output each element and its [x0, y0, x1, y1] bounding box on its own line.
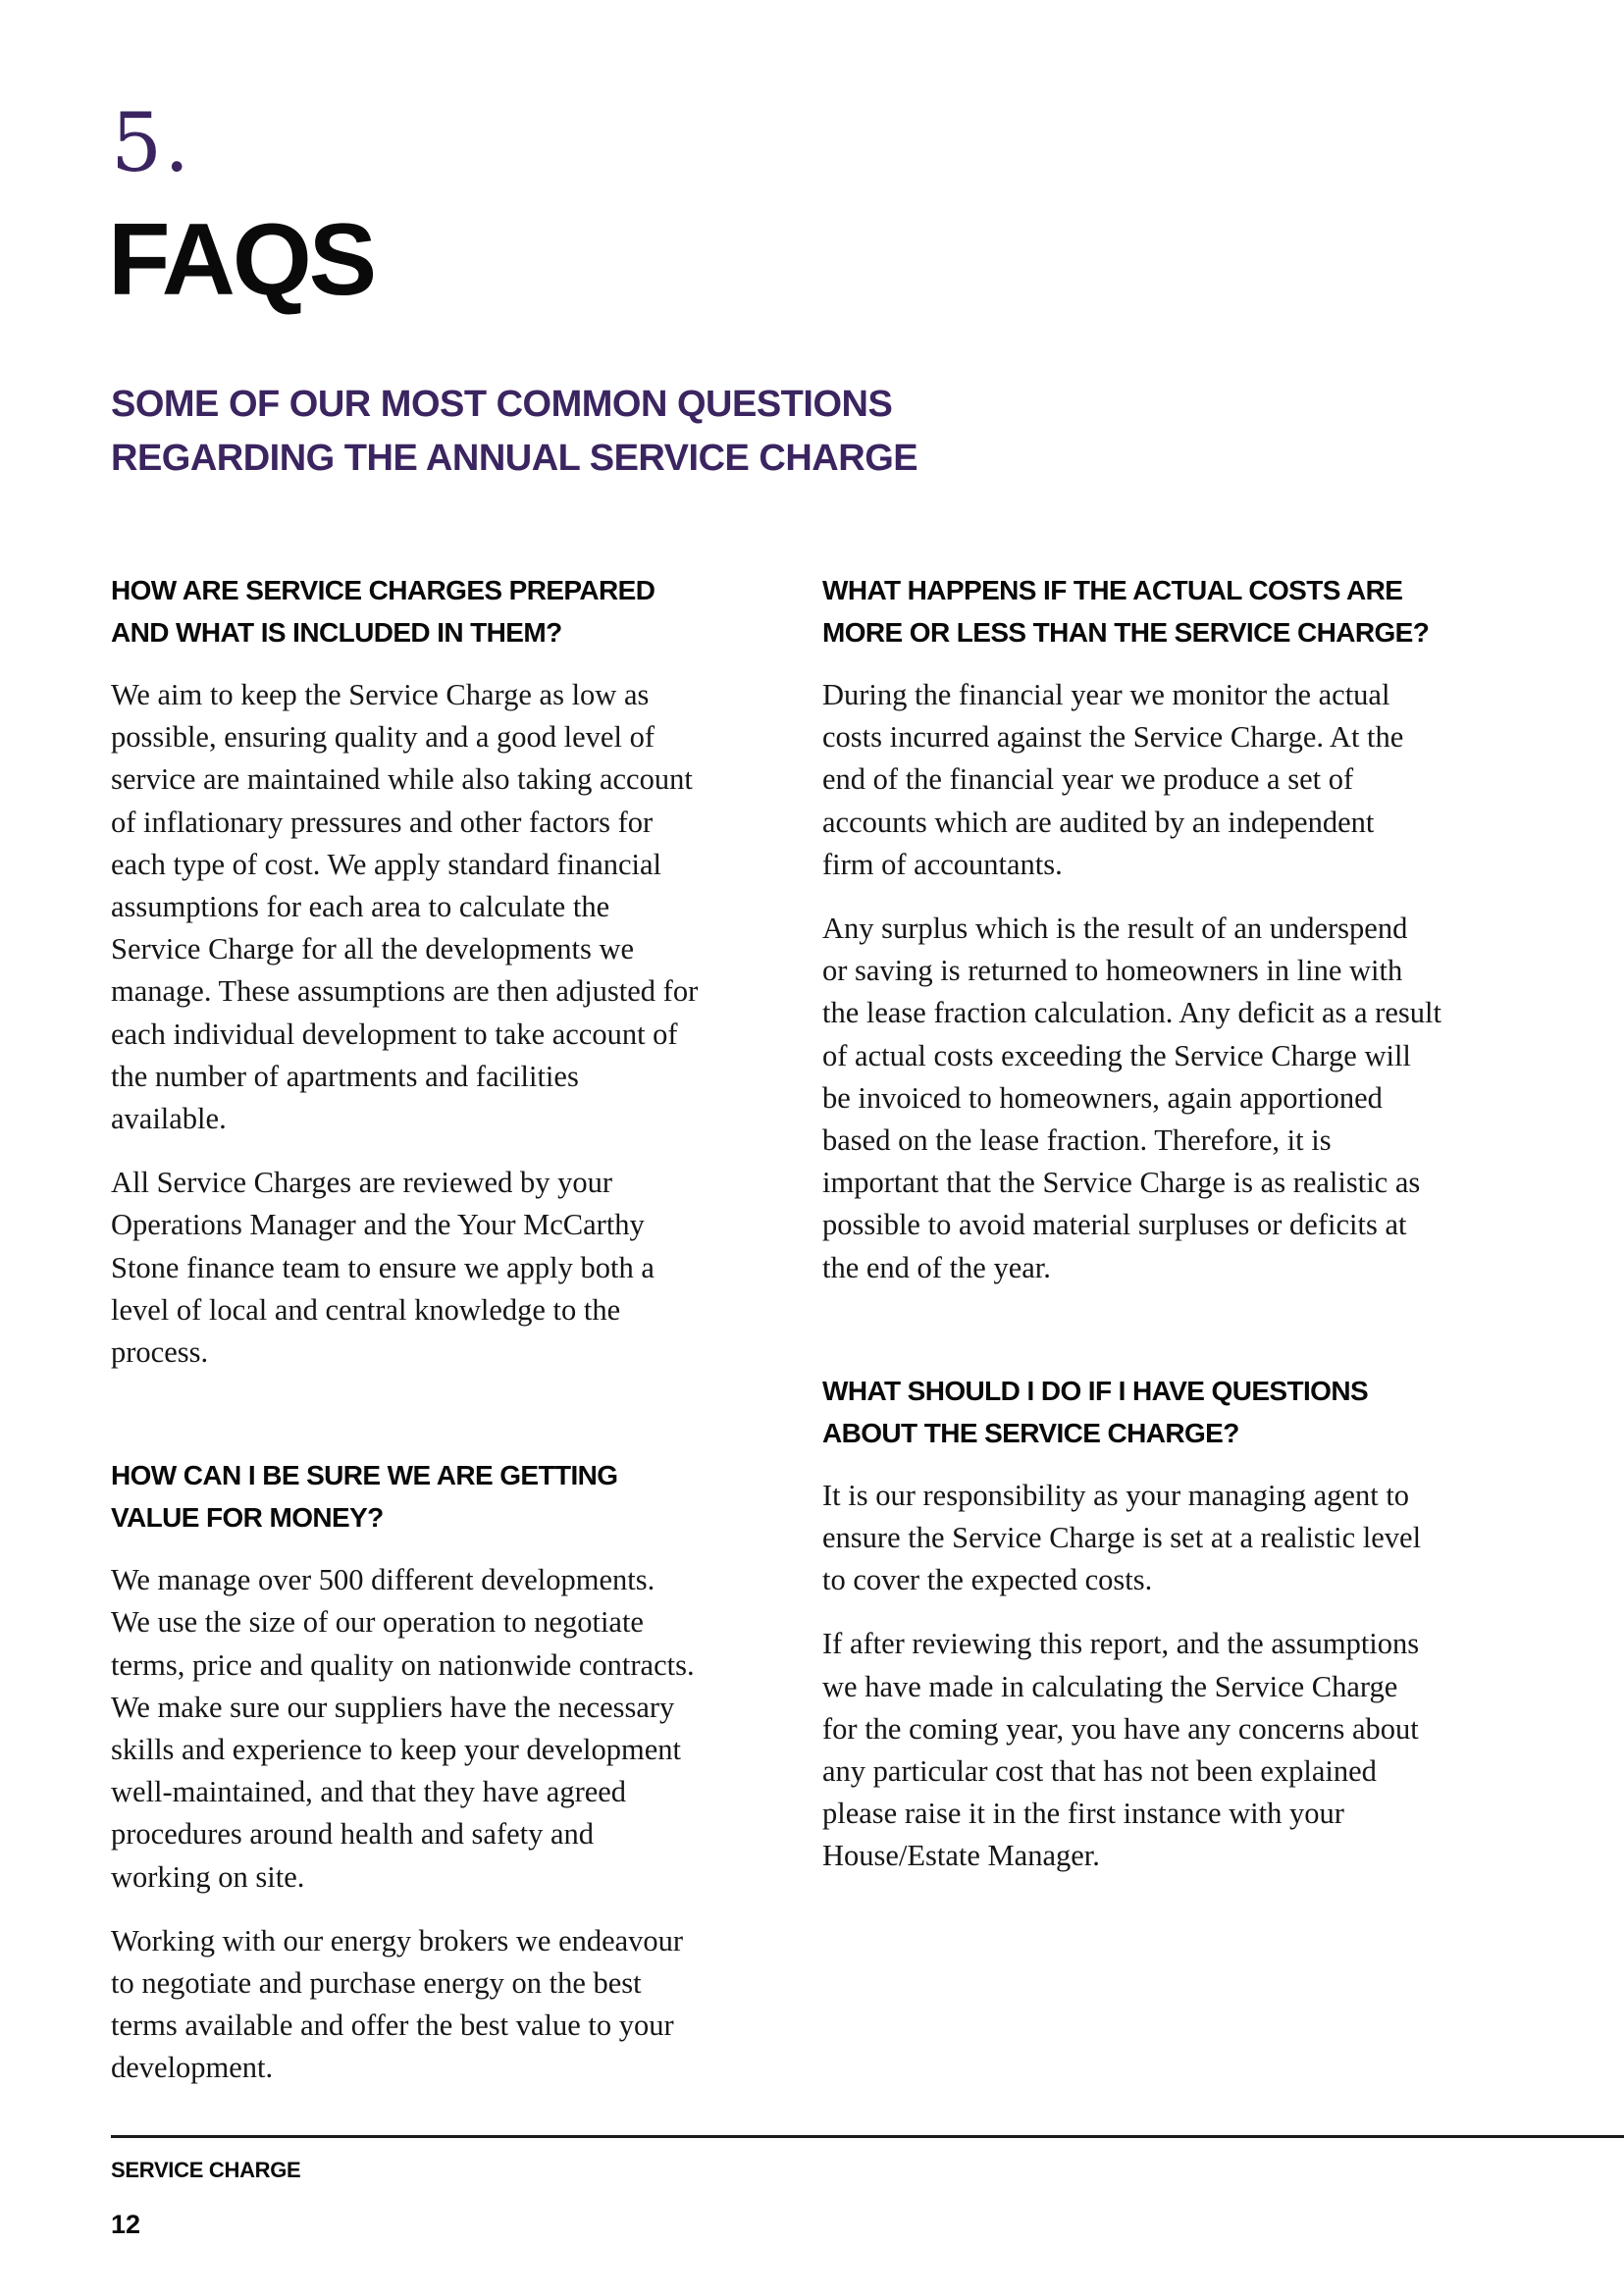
question-line: HOW CAN I BE SURE WE ARE GETTING: [111, 1460, 618, 1491]
text-line: procedures around health and safety and: [111, 1817, 595, 1852]
text-line: of actual costs exceeding the Service Charge will: [822, 1038, 1411, 1072]
question-line: ABOUT THE SERVICE CHARGE?: [822, 1417, 1239, 1448]
right-column: [822, 569, 1490, 1958]
text-line: any particular cost that has not been explained: [822, 1754, 1377, 1789]
text-line: end of the financial year we produce a set of: [822, 762, 1354, 797]
text-line: please raise it in the first instance with your: [822, 1797, 1344, 1831]
text-line: based on the lease fraction. Therefore, it is: [822, 1123, 1332, 1158]
faq-question: [822, 1370, 1490, 1454]
text-line: firm of accountants.: [822, 847, 1063, 881]
subtitle-line: SOME OF OUR MOST COMMON QUESTIONS: [111, 384, 893, 425]
text-line: possible, ensuring quality and a good level of: [111, 720, 655, 755]
faq-value-for-money: [111, 1454, 778, 2089]
text-line: Stone finance team to ensure we apply both a: [111, 1250, 655, 1284]
text-line: We aim to keep the Service Charge as low as: [111, 678, 650, 711]
text-line: assumptions for each area to calculate the: [111, 890, 610, 924]
text-line: to negotiate and purchase energy on the best: [111, 1966, 642, 2001]
faq-answer-paragraph: [111, 1162, 778, 1374]
faq-answer-paragraph: [111, 674, 778, 1140]
question-line: VALUE FOR MONEY?: [111, 1502, 384, 1534]
text-line: accounts which are audited by an independent: [822, 805, 1375, 839]
text-line: available.: [111, 1102, 227, 1136]
text-line: House/Estate Manager.: [822, 1839, 1100, 1873]
text-line: skills and experience to keep your development: [111, 1733, 682, 1767]
question-line: WHAT HAPPENS IF THE ACTUAL COSTS ARE: [822, 575, 1403, 605]
text-line: to cover the expected costs.: [822, 1563, 1153, 1597]
text-line: be invoiced to homeowners, again apportioned: [822, 1080, 1383, 1115]
page-subtitle: [111, 378, 1092, 486]
text-line: Any surplus which is the result of an underspend: [822, 912, 1408, 946]
faq-answer-paragraph: [822, 674, 1490, 886]
text-line: for the coming year, you have any concerns about: [822, 1711, 1419, 1746]
page-title: FAQS: [108, 203, 375, 317]
text-line: each type of cost. We apply standard financial: [111, 847, 662, 881]
section-number: 5.: [111, 97, 192, 190]
faq-answer-paragraph: [111, 1920, 778, 2090]
page-number: 12: [111, 2210, 141, 2239]
left-column: [111, 569, 778, 2170]
text-line: the lease fraction calculation. Any deficit as a result: [822, 996, 1441, 1030]
text-line: Service Charge for all the developments we: [111, 932, 635, 966]
text-line: ensure the Service Charge is set at a realistic level: [822, 1521, 1422, 1555]
footer-divider: [111, 2135, 1624, 2138]
text-line: Operations Manager and the Your McCarthy: [111, 1208, 645, 1242]
text-line: of inflationary pressures and other factors for: [111, 805, 654, 839]
text-line: We use the size of our operation to negotiate: [111, 1605, 644, 1640]
text-line: terms available and offer the best value to your: [111, 2009, 674, 2043]
footer-section-label: SERVICE CHARGE: [111, 2158, 301, 2182]
text-line: We make sure our suppliers have the necessary: [111, 1690, 675, 1724]
question-line: WHAT SHOULD I DO IF I HAVE QUESTIONS: [822, 1375, 1369, 1406]
text-line: we have made in calculating the Service Charge: [822, 1669, 1398, 1703]
text-line: terms, price and quality on nationwide contracts.: [111, 1647, 695, 1682]
text-line: the end of the year.: [822, 1250, 1051, 1284]
text-line: Working with our energy brokers we endeavour: [111, 1923, 684, 1957]
subtitle-line: REGARDING THE ANNUAL SERVICE CHARGE: [111, 438, 918, 479]
faq-actual-costs: [822, 569, 1490, 1289]
text-line: well-maintained, and that they have agreed: [111, 1775, 627, 1809]
faq-answer-paragraph: [822, 1475, 1490, 1602]
text-line: important that the Service Charge is as realistic as: [822, 1166, 1421, 1200]
text-line: process.: [111, 1335, 209, 1370]
text-line: possible to avoid material surpluses or deficits at: [822, 1208, 1407, 1242]
faq-how-prepared: [111, 569, 778, 1374]
text-line: During the financial year we monitor the actual: [822, 678, 1390, 711]
text-line: manage. These assumptions are then adjusted for: [111, 974, 699, 1009]
text-line: costs incurred against the Service Charge. At the: [822, 720, 1404, 755]
text-line: All Service Charges are reviewed by your: [111, 1166, 612, 1200]
faq-questions-about-charge: [822, 1370, 1490, 1878]
question-line: MORE OR LESS THAN THE SERVICE CHARGE?: [822, 617, 1430, 648]
text-line: It is our responsibility as your managing agent to: [822, 1478, 1410, 1512]
faq-question: [111, 569, 778, 653]
text-line: development.: [111, 2051, 274, 2085]
text-line: or saving is returned to homeowners in line with: [822, 954, 1403, 988]
faq-question: [822, 569, 1490, 653]
faq-answer-paragraph: [822, 908, 1490, 1289]
text-line: the number of apartments and facilities: [111, 1059, 579, 1093]
text-line: If after reviewing this report, and the assumptions: [822, 1627, 1420, 1661]
faq-answer-paragraph: [822, 1623, 1490, 1877]
text-line: each individual development to take account of: [111, 1017, 678, 1051]
faq-question: [111, 1454, 778, 1539]
question-line: HOW ARE SERVICE CHARGES PREPARED: [111, 575, 655, 605]
text-line: level of local and central knowledge to the: [111, 1292, 621, 1327]
faq-answer-paragraph: [111, 1559, 778, 1899]
text-line: We manage over 500 different developments.: [111, 1563, 655, 1597]
question-line: AND WHAT IS INCLUDED IN THEM?: [111, 617, 562, 648]
text-line: service are maintained while also taking account: [111, 762, 693, 797]
text-line: working on site.: [111, 1859, 305, 1894]
